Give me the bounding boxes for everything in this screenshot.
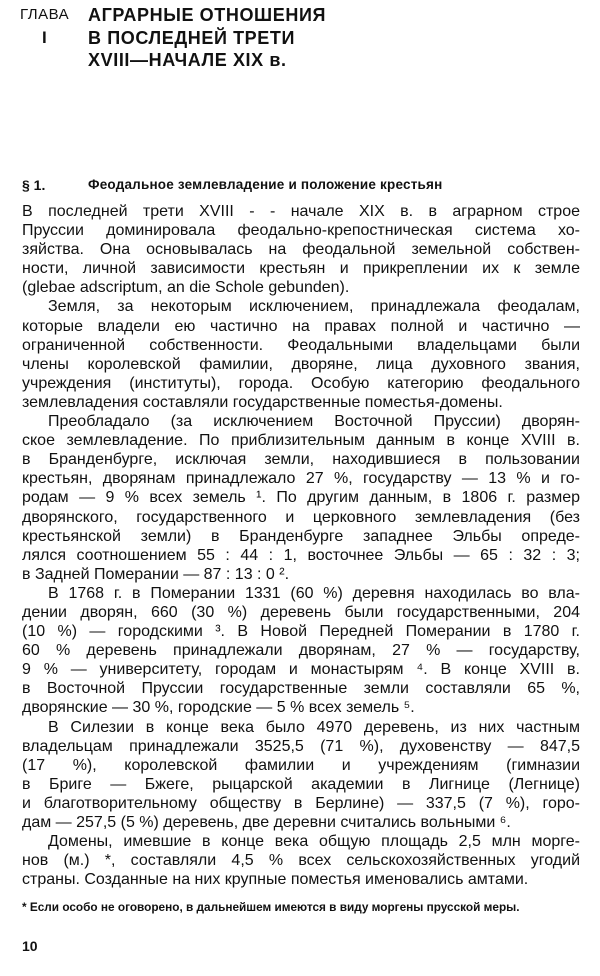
text-line: дворянского, государственного и церковного землевладения (без xyxy=(22,508,580,526)
paragraph xyxy=(22,412,580,584)
text-line: владельцам принадлежали 3525,5 (71 %), духовенству — 847,5 xyxy=(22,737,580,755)
page-number: 10 xyxy=(22,938,38,954)
text-line: ограниченной собственности. Феодальными владельцами были xyxy=(22,336,580,354)
text-line: дении дворян, 660 (30 %) деревень были государственными, 204 xyxy=(22,603,580,621)
text-line: родам — 9 % всех земель ¹. По другим данным, в 1806 г. размер xyxy=(22,489,580,507)
section-title: Феодальное землевладение и положение крестьян xyxy=(88,177,443,192)
chapter-title-line: XVIII—НАЧАЛЕ XIX в. xyxy=(88,50,287,70)
text-line: Пруссии доминировала феодально-крепостническая система хо- xyxy=(22,222,580,240)
section-number: § 1. xyxy=(22,177,46,193)
chapter-label: ГЛАВА xyxy=(20,6,70,23)
text-line: нов (м.) *, составляли 4,5 % всех сельскохозяйственных угодий xyxy=(22,852,580,870)
text-line: В последней трети XVIII - - начале XIX в. в аграрном строе xyxy=(22,203,580,220)
text-line: Земля, за некоторым исключением, принадлежала феодалам, xyxy=(48,298,580,316)
text-line: В Силезии в конце века было 4970 деревень, из них частным xyxy=(48,718,580,736)
chapter-number: I xyxy=(42,28,47,47)
text-line: Домены, имевшие в конце века общую площадь 2,5 млн морге- xyxy=(48,833,580,851)
text-line: лялся соотношением 55 : 44 : 1, восточнее Эльбы — 65 : 32 : 3; xyxy=(22,546,580,564)
chapter-title-line: В ПОСЛЕДНЕЙ ТРЕТИ xyxy=(88,27,296,48)
paragraph xyxy=(22,584,580,718)
text-line: зяйства. Она основывалась на феодальной земельной собствен- xyxy=(22,241,580,259)
chapter-title-line: АГРАРНЫЕ ОТНОШЕНИЯ xyxy=(88,5,327,25)
text-line: ское землевладение. По приблизительным данным в конце XVIII в. xyxy=(22,432,580,450)
text-line: в Восточной Пруссии государственные земли составляли 65 %, xyxy=(22,680,580,698)
paragraph xyxy=(22,718,580,833)
text-line: которые владели ею частично на правах полной и частично — xyxy=(22,317,580,335)
paragraph xyxy=(22,297,580,412)
text-line: члены королевской фамилии, дворяне, лица духовного звания, xyxy=(22,355,580,373)
text-line: Преобладало (за исключением Восточной Пруссии) дворян- xyxy=(48,413,580,431)
chapter-title xyxy=(88,4,326,72)
text-line: страны. Созданные на них крупные поместья именовались амтами. xyxy=(22,871,529,889)
text-line: в Бранденбурге, исключая земли, находившиеся в пользовании xyxy=(22,451,580,469)
text-line: в Бриге — Бжеге, рыцарской академии в Лигнице (Легнице) xyxy=(22,775,580,793)
paragraph xyxy=(22,202,580,297)
text-line: дам — 257,5 (5 %) деревень, две деревни считались вольными ⁶. xyxy=(22,814,511,831)
text-line: ности, личной зависимости крестьян и прикреплении их к земле xyxy=(22,260,580,278)
text-line: 9 % — университету, городам и монастырям ⁴. В конце XVIII в. xyxy=(22,661,580,679)
text-line: (17 %), королевской фамилии и учреждениям (гимназии xyxy=(22,756,580,774)
text-line: (10 %) — городскими ³. В Новой Передней Померании в 1780 г. xyxy=(22,623,580,641)
text-line: учреждения (институты), города. Особую категорию феодального xyxy=(22,374,580,392)
text-line: 60 % деревень принадлежали дворянам, 27 % — государству, xyxy=(22,642,580,660)
text-line: крестьян, дворянам принадлежало 27 %, государству — 13 % и го- xyxy=(22,470,580,488)
footnote: * Если особо не оговорено, в дальнейшем имеются в виду моргены прусской меры. xyxy=(22,900,520,914)
paragraph xyxy=(22,832,580,889)
text-line: в Задней Померании — 87 : 13 : 0 ². xyxy=(22,565,290,583)
body-text xyxy=(22,202,580,889)
text-line: В 1768 г. в Померании 1331 (60 %) деревня находилась во вла- xyxy=(48,584,580,602)
text-line: землевладения составляли государственные поместья-домены. xyxy=(22,393,503,411)
text-line: крестьянской земли) в Бранденбурге западнее Эльбы опреде- xyxy=(22,527,580,545)
text-line: дворянские — 30 %, городские — 5 % всех земель ⁵. xyxy=(22,699,415,717)
text-line: и благотворительному обществу в Берлине) — 337,5 (7 %), горо- xyxy=(22,794,580,812)
text-line: (glebae adscriptum, an die Schole gebunden). xyxy=(22,279,350,297)
